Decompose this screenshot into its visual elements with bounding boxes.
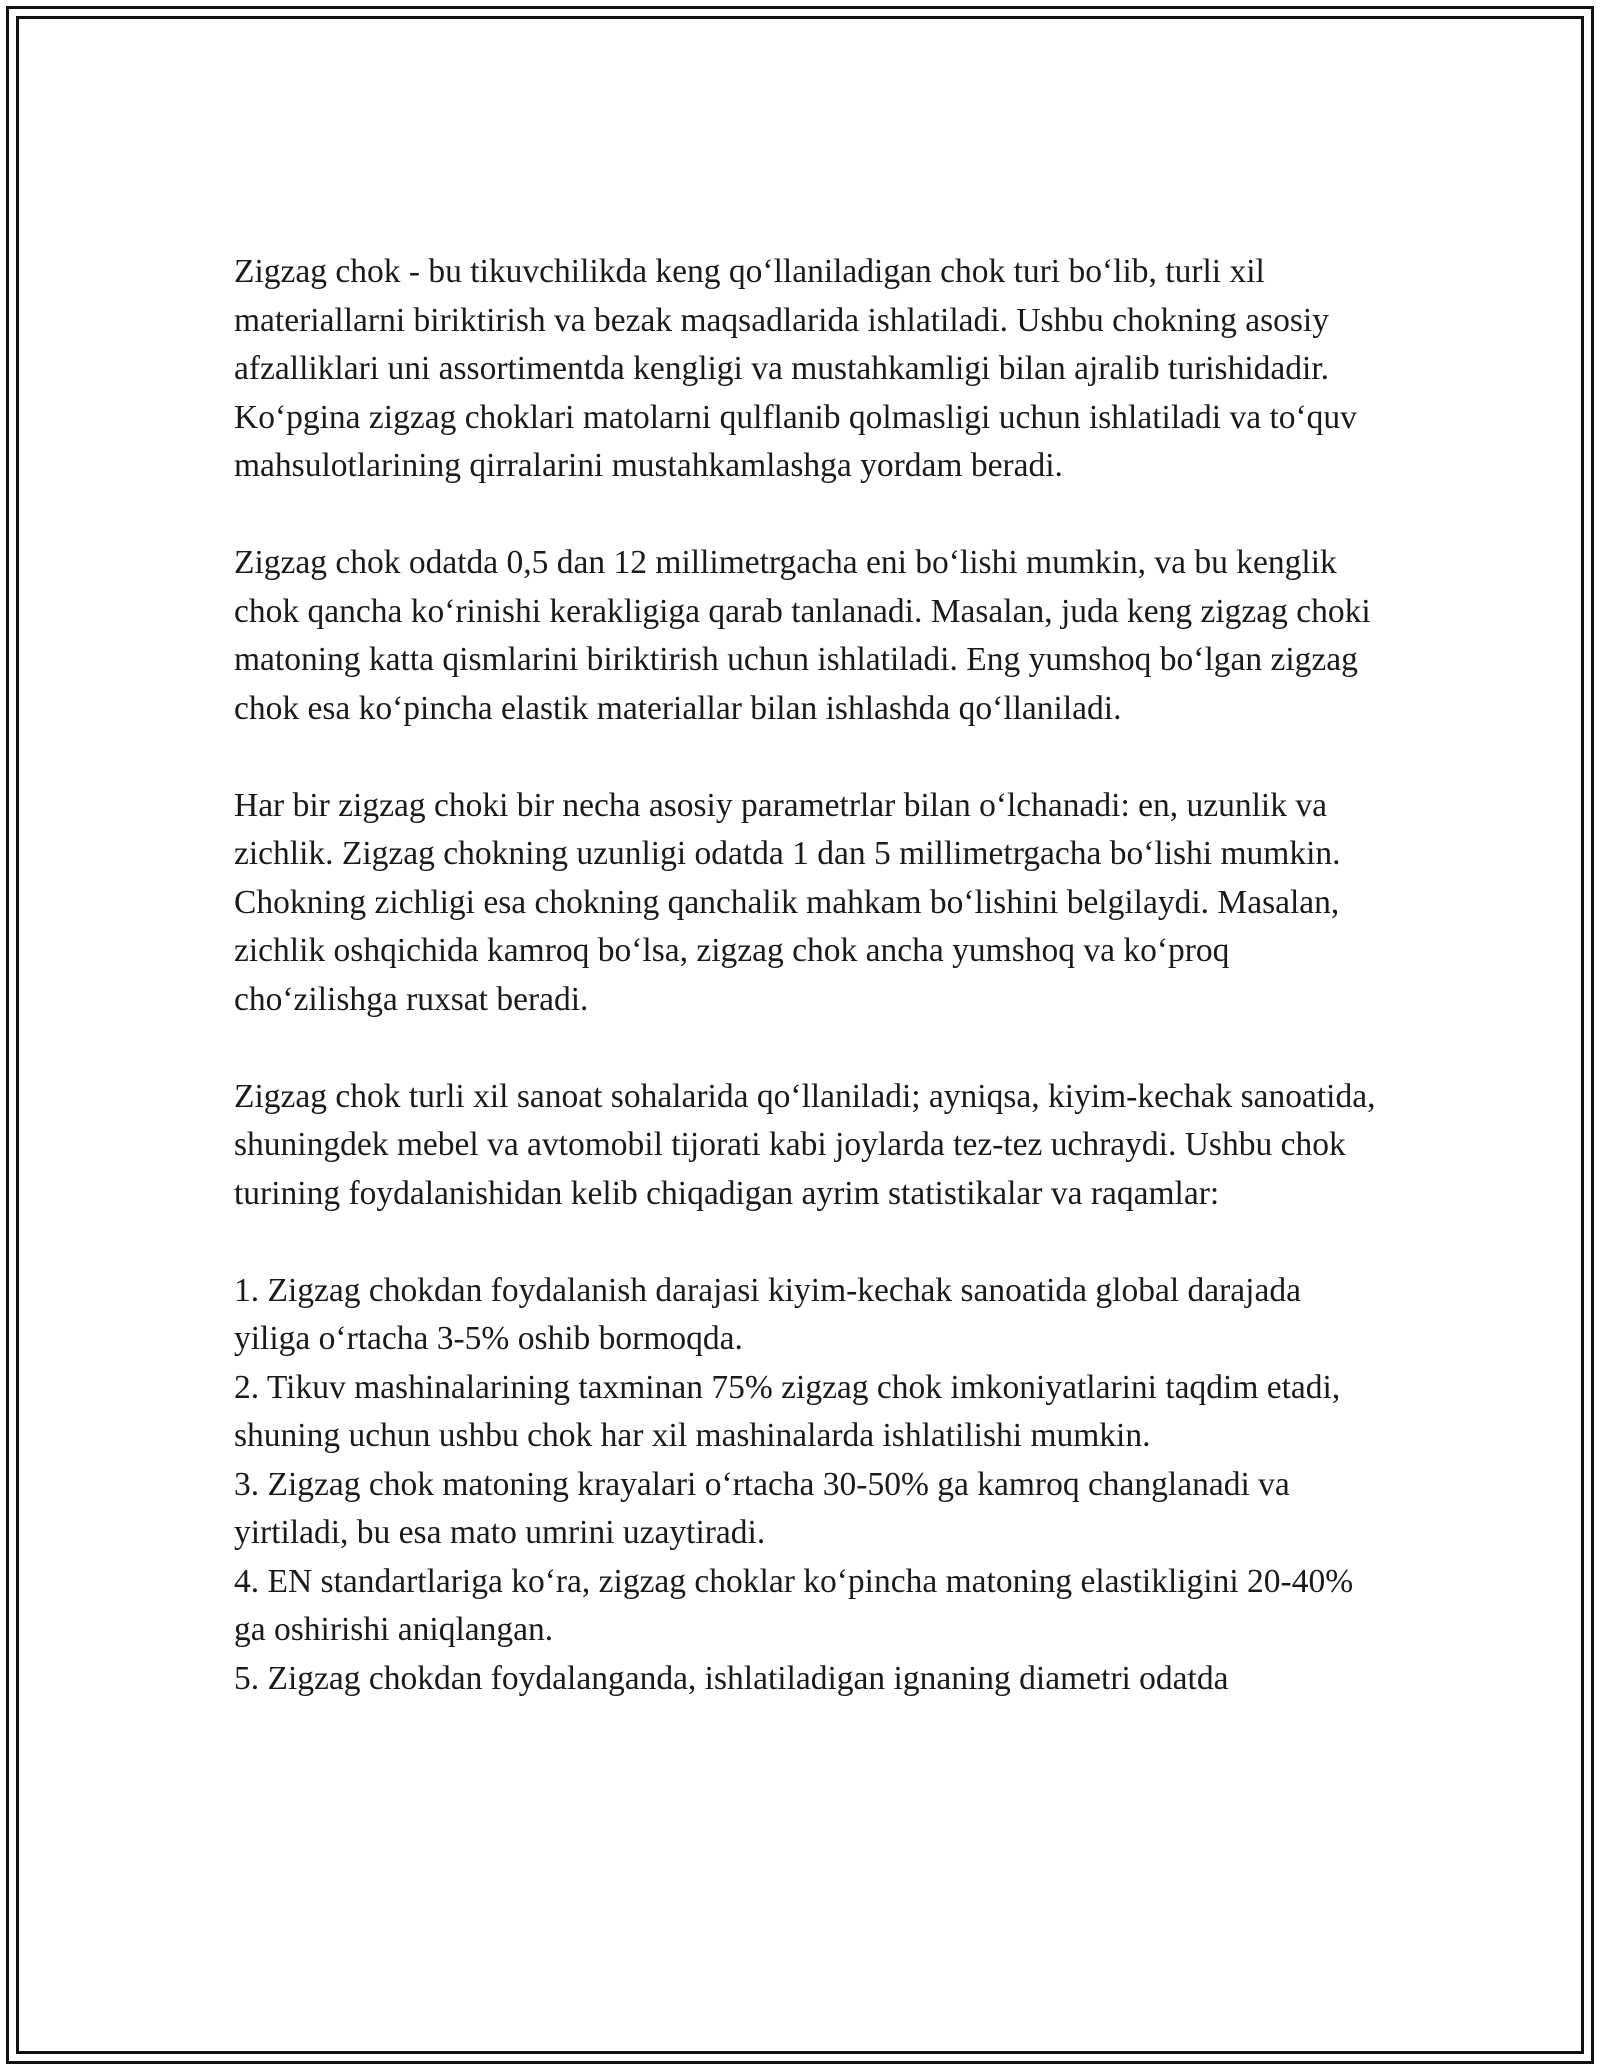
list-item: 4. EN standartlariga ko‘ra, zigzag choklar ko‘pincha matoning elastikligini 20-40% ga oshirishi aniqlangan. xyxy=(234,1562,1354,1648)
document-body xyxy=(234,248,1384,1703)
list-item: 3. Zigzag chok matoning krayalari o‘rtacha 30-50% ga kamroq changlanadi va yirtiladi, bu esa mato umrini uzaytiradi. xyxy=(234,1465,1290,1551)
list-item: 5. Zigzag chokdan foydalanganda, ishlatiladigan ignaning diametri odatda xyxy=(234,1659,1229,1697)
paragraph-width: Zigzag chok odatda 0,5 dan 12 millimetrgacha eni bo‘lishi mumkin, va bu kenglik chok qancha ko‘rinishi kerakligiga qarab tanlanadi. Masalan, juda keng zigzag choki matoning katta qismlarini biriktirish uchun ishlatiladi. Eng yumshoq bo‘lgan zigzag chok esa ko‘pincha elastik materiallar bilan ishlashda qo‘llaniladi. xyxy=(234,544,1371,727)
paragraph-parameters: Har bir zigzag choki bir necha asosiy parametrlar bilan o‘lchanadi: en, uzunlik va zichlik. Zigzag chokning uzunligi odatda 1 dan 5 millimetrgacha bo‘lishi mumkin. Chokning zichligi esa chokning qanchalik mahkam bo‘lishini belgilaydi. Masalan, zichlik oshqichida kamroq bo‘lsa, zigzag chok ancha yumshoq va ko‘proq cho‘zilishga ruxsat beradi. xyxy=(234,786,1341,1018)
paragraph-industry: Zigzag chok turli xil sanoat sohalarida qo‘llaniladi; ayniqsa, kiyim-kechak sanoatida, shuningdek mebel va avtomobil tijorati kabi joylarda tez-tez uchraydi. Ushbu chok turining foydalanishidan kelib chiqadigan ayrim statistikalar va raqamlar: xyxy=(234,1077,1376,1212)
statistics-list xyxy=(234,1267,1384,1704)
paragraph-intro: Zigzag chok - bu tikuvchilikda keng qo‘llaniladigan chok turi bo‘lib, turli xil materiallarni biriktirish va bezak maqsadlarida ishlatiladi. Ushbu chokning asosiy afzalliklari uni assortimentda kengligi va mustahkamligi bilan ajralib turishidadir. Ko‘pgina zigzag choklari matolarni qulflanib qolmasligi uchun ishlatiladi va to‘quv mahsulotlarining qirralarini mustahkamlashga yordam beradi. xyxy=(234,253,1357,484)
list-item: 2. Tikuv mashinalarining taxminan 75% zigzag chok imkoniyatlarini taqdim etadi, shuning uchun ushbu chok har xil mashinalarda ishlatilishi mumkin. xyxy=(234,1368,1341,1454)
list-item: 1. Zigzag chokdan foydalanish darajasi kiyim-kechak sanoatida global darajada yiliga o‘rtacha 3-5% oshib bormoqda. xyxy=(234,1271,1301,1357)
